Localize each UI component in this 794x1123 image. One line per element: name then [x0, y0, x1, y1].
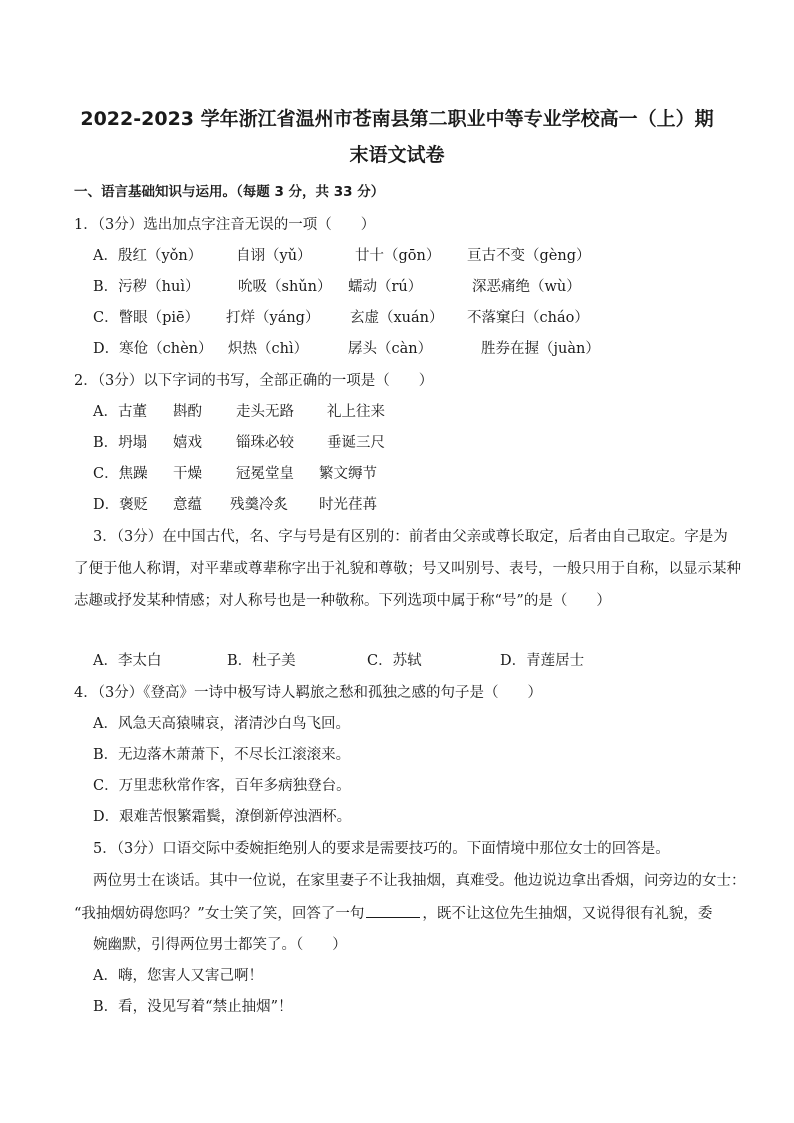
q1-row-c-c3: 玄虚（xuán）	[350, 310, 444, 326]
section-heading: 一、语言基础知识与运用。（每题 3 分，共 33 分）	[74, 184, 385, 200]
q1-row-d-c1: D．寒伧（chèn）	[93, 341, 213, 357]
q1-row-a-c1: A．殷红（yǒn）	[93, 248, 203, 264]
q3-option-d: D．青莲居士	[500, 653, 585, 669]
question-2-stem: 2．（3分）以下字词的书写，全部正确的一项是（ ）	[74, 373, 434, 389]
q2-row-c-c1: C．焦躁	[93, 466, 148, 482]
q2-row-d-c4: 时光荏苒	[319, 497, 377, 513]
q5-option-a: A．嗨，您害人又害己啊！	[93, 968, 263, 984]
q2-row-d-c1: D．褒贬	[93, 497, 149, 513]
question-3-line1: 3．（3分）在中国古代，名、字与号是有区别的：前者由父亲或尊长取定，后者由自己取定。字是为	[93, 529, 728, 545]
answer-blank[interactable]	[366, 903, 420, 918]
q2-row-a-c1: A．古董	[93, 404, 147, 420]
q2-row-b-c2: 嬉戏	[173, 435, 202, 451]
q5-para2-before: “我抽烟妨碍您吗？”女士笑了笑，回答了一句	[74, 906, 365, 922]
q1-row-a-c3: 廿十（gōn）	[355, 248, 441, 264]
q4-option-b: B．无边落木萧萧下，不尽长江滚滚来。	[93, 747, 351, 763]
q1-row-b-c4: 深恶痛绝（wù）	[472, 279, 581, 295]
question-3-line3: 志趣或抒发某种情感；对人称号也是一种敬称。下列选项中属于称“号”的是（ ）	[74, 593, 611, 609]
q4-option-a: A．风急天高猿啸哀，渚清沙白鸟飞回。	[93, 716, 350, 732]
question-3-line2: 了便于他人称谓，对平辈或尊辈称字出于礼貌和尊敬；号又叫别号、表号，一般只用于自称，以显示某种	[74, 561, 741, 577]
q2-row-c-c4: 繁文缛节	[319, 466, 377, 482]
exam-title-line2: 末语文试卷	[349, 144, 445, 166]
q2-row-b-c1: B．坍塌	[93, 435, 148, 451]
q1-row-c-c2: 打烊（yáng）	[226, 310, 320, 326]
q1-row-b-c2: 吮吸（shǔn）	[238, 279, 332, 295]
q4-option-c: C．万里悲秋常作客，百年多病独登台。	[93, 778, 351, 794]
q2-row-a-c4: 礼上往来	[327, 404, 385, 420]
q1-row-b-c1: B．污秽（huì）	[93, 279, 200, 295]
q2-row-d-c3: 残羹冷炙	[230, 497, 288, 513]
question-5-para3: 婉幽默，引得两位男士都笑了。（ ）	[93, 937, 347, 953]
q3-option-a: A．李太白	[93, 653, 162, 669]
question-4-stem: 4．（3分）《登高》一诗中极写诗人羁旅之愁和孤独之感的句子是（ ）	[74, 685, 542, 701]
q3-option-b: B．杜子美	[227, 653, 296, 669]
question-5-para1: 两位男士在谈话。其中一位说，在家里妻子不让我抽烟，真难受。他边说边拿出香烟，问旁边的女士：	[93, 873, 746, 889]
q3-option-c: C．苏轼	[367, 653, 422, 669]
exam-title-line1: 2022-2023 学年浙江省温州市苍南县第二职业中等专业学校高一（上）期	[80, 108, 714, 130]
q1-row-d-c2: 炽热（chì）	[228, 341, 309, 357]
question-5-para2	[74, 903, 712, 924]
q5-para2-after: ，既不让这位先生抽烟，又说得很有礼貌，委	[422, 906, 713, 922]
q4-option-d: D．艰难苦恨繁霜鬓，潦倒新停浊酒杯。	[93, 809, 352, 825]
q1-row-a-c4: 亘古不变（gèng）	[467, 248, 591, 264]
q1-row-c-c1: C．瞥眼（piē）	[93, 310, 200, 326]
q2-row-b-c3: 锱珠必较	[236, 435, 294, 451]
q1-row-d-c4: 胜券在握（juàn）	[481, 341, 600, 357]
q2-row-c-c3: 冠冕堂皇	[236, 466, 294, 482]
q2-row-b-c4: 垂诞三尺	[327, 435, 385, 451]
q1-row-a-c2: 自诩（yǔ）	[236, 248, 312, 264]
q1-row-c-c4: 不落窠臼（cháo）	[467, 310, 589, 326]
q2-row-a-c2: 斟酌	[173, 404, 202, 420]
q5-option-b: B．看，没见写着“禁止抽烟”！	[93, 999, 293, 1015]
q2-row-a-c3: 走头无路	[236, 404, 294, 420]
q1-row-d-c3: 孱头（càn）	[348, 341, 433, 357]
q1-row-b-c3: 蠕动（rú）	[348, 279, 423, 295]
question-1-stem: 1．（3分）选出加点字注音无误的一项（ ）	[74, 217, 376, 233]
q2-row-c-c2: 干燥	[173, 466, 202, 482]
q2-row-d-c2: 意蕴	[173, 497, 202, 513]
question-5-stem: 5．（3分）口语交际中委婉拒绝别人的要求是需要技巧的。下面情境中那位女士的回答是。	[93, 841, 670, 857]
